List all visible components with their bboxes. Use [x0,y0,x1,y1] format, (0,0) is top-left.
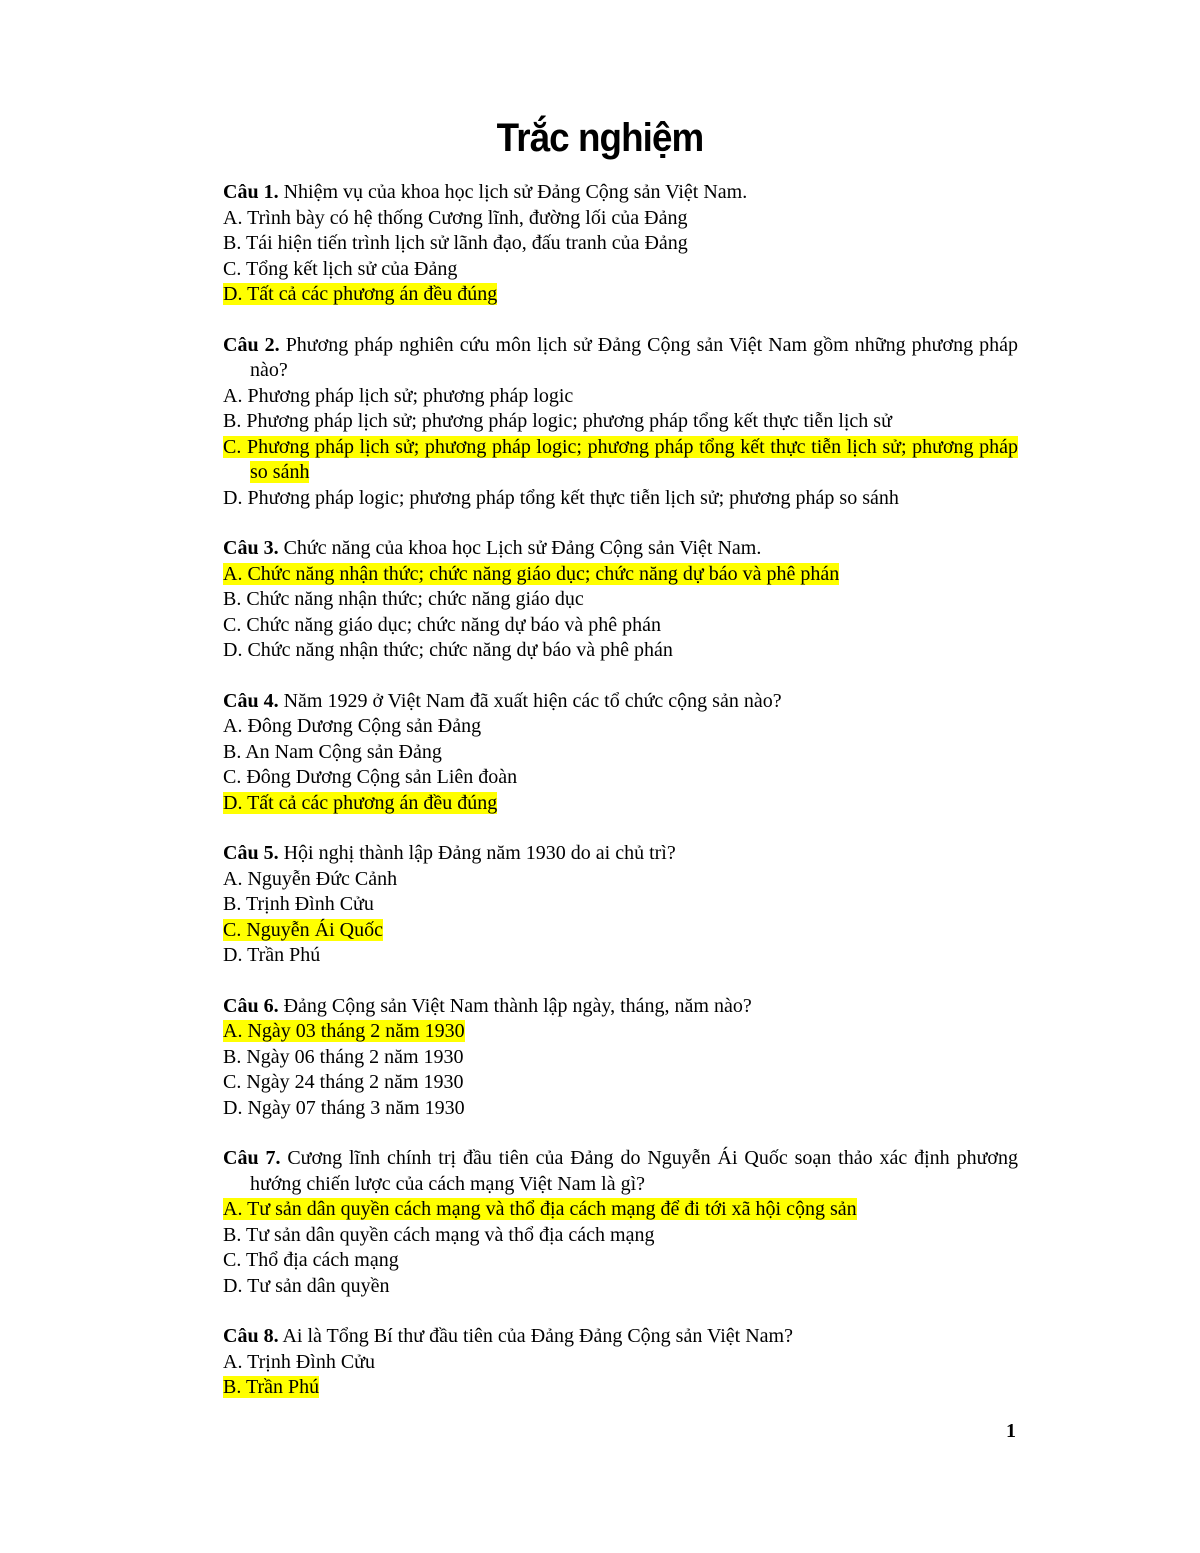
option-d [223,943,1018,969]
question-stem [223,994,1018,1020]
option-text: B. Trịnh Đình Cửu [223,893,374,915]
question-4 [223,689,1018,817]
option-c-answer [223,435,1018,486]
answer-highlight: A. Tư sản dân quyền cách mạng và thổ địa cách mạng để đi tới xã hội cộng sản [223,1198,857,1220]
option-b [223,892,1018,918]
question-5 [223,841,1018,969]
option-text: A. Phương pháp lịch sử; phương pháp logic [223,384,574,407]
option-text: D. Tư sản dân quyền [223,1274,390,1297]
option-text: C. Thổ địa cách mạng [223,1249,399,1271]
option-c [223,765,1018,791]
option-b [223,409,1018,435]
option-a [223,867,1018,893]
answer-highlight: A. Ngày 03 tháng 2 năm 1930 [223,1020,465,1042]
option-text: C. Chức năng giáo dục; chức năng dự báo và phê phán [223,613,661,636]
question-2 [223,333,1018,512]
option-text: B. Tái hiện tiến trình lịch sử lãnh đạo, đấu tranh của Đảng [223,232,688,254]
page-title: Trắc nghiệm [496,116,704,160]
answer-highlight: C. Phương pháp lịch sử; phương pháp logic; phương pháp tổng kết thực tiễn lịch sử; phương pháp so sánh [223,435,1018,483]
answer-highlight: C. Nguyễn Ái Quốc [223,918,383,941]
option-text: B. Tư sản dân quyền cách mạng và thổ địa cách mạng [223,1223,655,1246]
option-text: A. Trịnh Đình Cửu [223,1350,375,1373]
question-label: Câu 3. [223,537,279,559]
question-text: Chức năng của khoa học Lịch sử Đảng Cộng sản Việt Nam. [283,537,762,559]
question-label: Câu 8. [223,1325,279,1347]
option-d [223,486,1018,512]
option-d [223,1274,1018,1300]
question-6 [223,994,1018,1122]
option-a [223,1350,1018,1376]
option-d [223,638,1018,664]
question-text: Ai là Tổng Bí thư đầu tiên của Đảng Đảng Cộng sản Việt Nam? [282,1325,793,1347]
option-text: C. Ngày 24 tháng 2 năm 1930 [223,1071,464,1093]
question-label: Câu 5. [223,842,279,864]
question-stem [223,841,1018,867]
option-b-answer [223,1375,1018,1401]
answer-highlight: B. Trần Phú [223,1376,320,1398]
option-a-answer [223,562,1018,588]
question-stem [223,1146,1018,1197]
option-c [223,613,1018,639]
question-label: Câu 2. [223,333,280,356]
option-text: B. An Nam Cộng sản Đảng [223,740,442,763]
option-text: C. Đông Dương Cộng sản Liên đoàn [223,766,518,788]
option-a [223,206,1018,232]
option-a [223,714,1018,740]
option-text: B. Ngày 06 tháng 2 năm 1930 [223,1045,464,1068]
question-7 [223,1146,1018,1299]
question-list [223,180,1018,1426]
question-stem [223,180,1018,206]
option-c [223,1248,1018,1274]
question-label: Câu 4. [223,689,279,712]
page-number: 1 [1006,1420,1016,1442]
option-text: D. Trần Phú [223,944,321,966]
option-text: A. Trình bày có hệ thống Cương lĩnh, đường lối của Đảng [223,206,688,229]
question-stem [223,536,1018,562]
option-text: B. Phương pháp lịch sử; phương pháp logic; phương pháp tổng kết thực tiễn lịch sử [223,410,892,432]
option-b [223,1045,1018,1071]
option-b [223,587,1018,613]
question-text: Năm 1929 ở Việt Nam đã xuất hiện các tổ chức cộng sản nào? [283,689,782,712]
question-label: Câu 6. [223,994,279,1017]
option-text: D. Phương pháp logic; phương pháp tổng kết thực tiễn lịch sử; phương pháp so sánh [223,486,899,509]
option-d [223,1096,1018,1122]
question-8 [223,1324,1018,1401]
question-label: Câu 7. [223,1147,281,1169]
option-b [223,1223,1018,1249]
option-d-answer [223,791,1018,817]
answer-highlight: D. Tất cả các phương án đều đúng [223,791,498,814]
answer-highlight: D. Tất cả các phương án đều đúng [223,283,498,305]
option-a-answer [223,1019,1018,1045]
question-stem [223,333,1018,384]
option-d-answer [223,282,1018,308]
question-text: Phương pháp nghiên cứu môn lịch sử Đảng Cộng sản Việt Nam gồm những phương pháp nào? [250,333,1018,381]
question-text: Đảng Cộng sản Việt Nam thành lập ngày, tháng, năm nào? [283,994,752,1017]
question-text: Hội nghị thành lập Đảng năm 1930 do ai chủ trì? [283,842,676,864]
option-text: C. Tổng kết lịch sử của Đảng [223,257,458,280]
question-stem [223,1324,1018,1350]
question-1 [223,180,1018,308]
option-b [223,231,1018,257]
option-c-answer [223,918,1018,944]
question-text: Nhiệm vụ của khoa học lịch sử Đảng Cộng sản Việt Nam. [283,181,748,203]
question-label: Câu 1. [223,181,279,203]
option-text: D. Chức năng nhận thức; chức năng dự báo và phê phán [223,639,673,661]
option-c [223,257,1018,283]
option-text: B. Chức năng nhận thức; chức năng giáo dục [223,588,584,610]
option-c [223,1070,1018,1096]
option-a-answer [223,1197,1018,1223]
option-text: A. Đông Dương Cộng sản Đảng [223,715,482,737]
question-text: Cương lĩnh chính trị đầu tiên của Đảng do Nguyễn Ái Quốc soạn thảo xác định phương hướng chiến lược của cách mạng Việt Nam là gì? [250,1147,1018,1195]
question-3 [223,536,1018,664]
option-text: D. Ngày 07 tháng 3 năm 1930 [223,1096,465,1119]
option-b [223,740,1018,766]
option-text: A. Nguyễn Đức Cảnh [223,867,398,890]
answer-highlight: A. Chức năng nhận thức; chức năng giáo dục; chức năng dự báo và phê phán [223,562,840,585]
question-stem [223,689,1018,715]
option-a [223,384,1018,410]
